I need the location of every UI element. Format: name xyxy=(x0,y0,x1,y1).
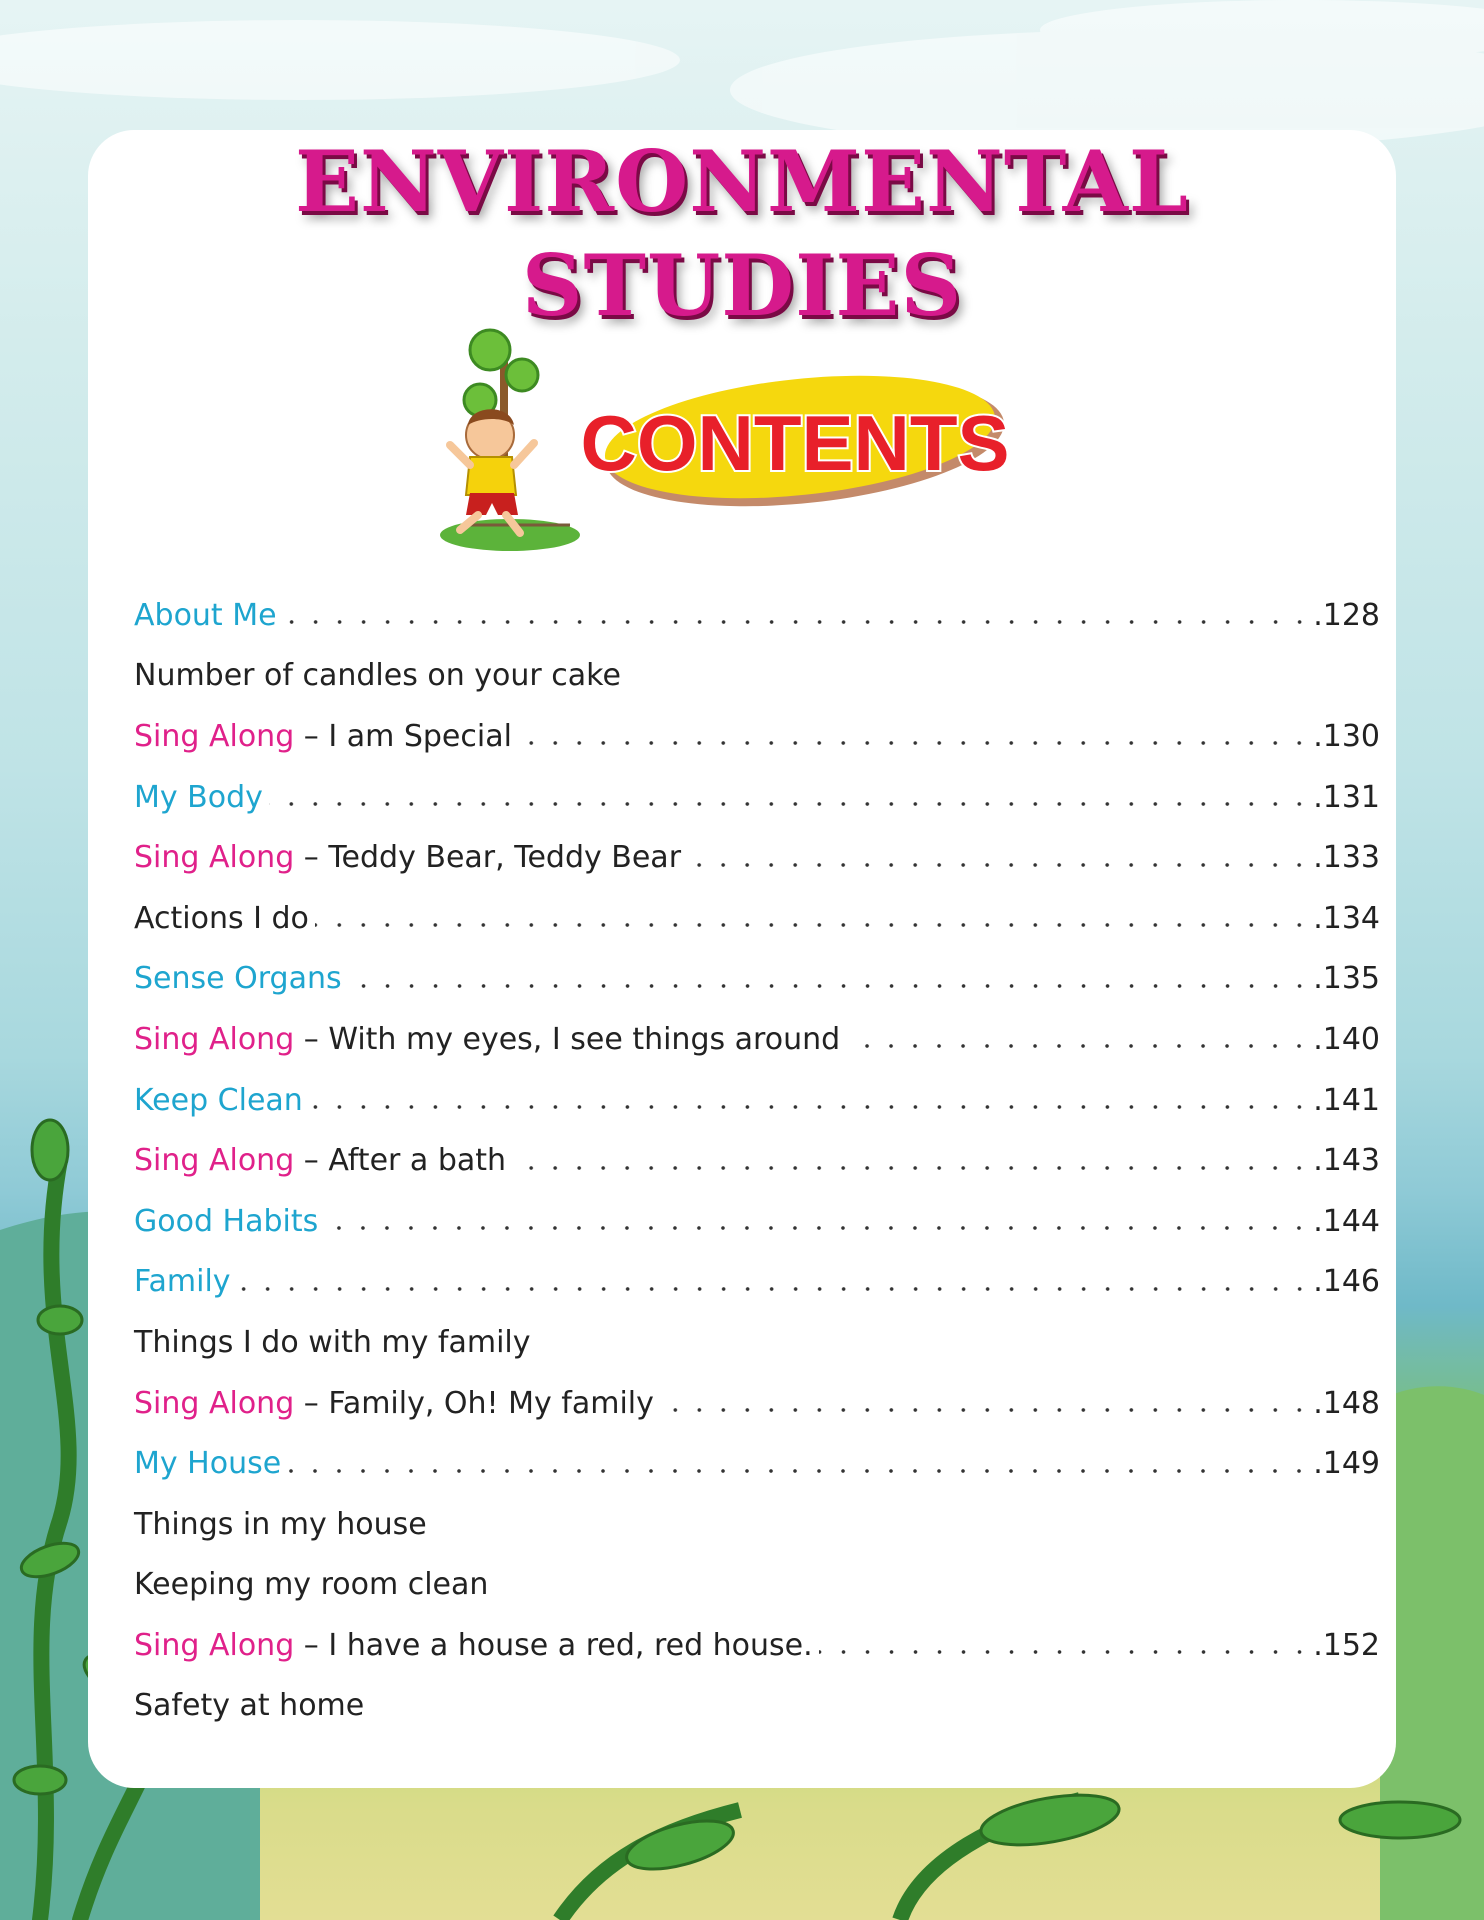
toc-topic: My House xyxy=(134,1446,282,1482)
dot-leader xyxy=(287,1456,1311,1486)
toc-entry-title xyxy=(134,840,687,875)
toc-entry-title xyxy=(134,1083,309,1118)
dot-leader xyxy=(237,1274,1312,1304)
toc-entry-title xyxy=(134,1325,537,1360)
toc-row[interactable] xyxy=(134,646,1380,707)
toc-page-number: .143 xyxy=(1313,1143,1380,1179)
toc-subtitle: – I am Special xyxy=(294,718,512,754)
toc-song-label: Sing Along xyxy=(134,1143,295,1179)
dot-leader xyxy=(819,1637,1312,1667)
toc-page-number: .141 xyxy=(1313,1082,1380,1118)
toc-page-number: .144 xyxy=(1313,1203,1380,1239)
toc-row[interactable] xyxy=(134,585,1380,646)
toc-song-label: Sing Along xyxy=(134,840,295,876)
toc-song-label: Sing Along xyxy=(134,718,295,754)
toc-entry-title xyxy=(134,1022,846,1057)
toc-row[interactable] xyxy=(134,1373,1380,1434)
toc-entry-title xyxy=(134,901,315,936)
toc-row[interactable] xyxy=(134,1494,1380,1555)
toc-row[interactable] xyxy=(134,1433,1380,1494)
toc-topic: Good Habits xyxy=(134,1203,319,1239)
toc-row[interactable] xyxy=(134,1191,1380,1252)
toc-song-label: Sing Along xyxy=(134,1021,295,1057)
toc-page-number: .133 xyxy=(1313,840,1380,876)
toc-subtitle: Things I do with my family xyxy=(134,1324,531,1360)
toc-row[interactable] xyxy=(134,1070,1380,1131)
toc-subtitle: Actions I do xyxy=(134,900,309,936)
contents-label: CONTENTS xyxy=(580,399,1010,487)
table-of-contents xyxy=(134,585,1380,1736)
toc-subtitle: Number of candles on your cake xyxy=(134,658,621,694)
toc-entry-title xyxy=(134,961,348,996)
toc-subtitle: Keeping my room clean xyxy=(134,1567,489,1603)
toc-entry-title xyxy=(134,1628,819,1663)
toc-page-number: .130 xyxy=(1313,718,1380,754)
dot-leader xyxy=(846,1031,1311,1061)
toc-topic: My Body xyxy=(134,779,263,815)
book-title-line1: ENVIRONMENTAL xyxy=(295,132,1189,231)
toc-entry-title xyxy=(134,719,518,754)
dot-leader xyxy=(518,728,1311,758)
toc-subtitle: – I have a house a red, red house. xyxy=(294,1627,813,1663)
dot-leader xyxy=(687,850,1311,880)
toc-row[interactable] xyxy=(134,1252,1380,1313)
dot-leader xyxy=(512,1153,1311,1183)
toc-row[interactable] xyxy=(134,706,1380,767)
toc-page-number: .131 xyxy=(1313,779,1380,815)
toc-topic: Family xyxy=(134,1264,231,1300)
toc-page-number: .135 xyxy=(1313,961,1380,997)
toc-row[interactable] xyxy=(134,1615,1380,1676)
toc-row[interactable] xyxy=(134,1130,1380,1191)
toc-entry-title xyxy=(134,780,269,815)
toc-row[interactable] xyxy=(134,949,1380,1010)
toc-entry-title xyxy=(134,1507,433,1542)
toc-page-number: .149 xyxy=(1313,1446,1380,1482)
toc-entry-title xyxy=(134,1688,370,1723)
toc-page-number: .148 xyxy=(1313,1385,1380,1421)
beanstalk-bottom xyxy=(560,1786,1460,1920)
toc-subtitle: – Teddy Bear, Teddy Bear xyxy=(294,840,682,876)
toc-entry-title xyxy=(134,1567,494,1602)
sky-clouds xyxy=(0,0,1484,150)
toc-page-number: .152 xyxy=(1313,1627,1380,1663)
toc-row[interactable] xyxy=(134,1312,1380,1373)
toc-row[interactable] xyxy=(134,1555,1380,1616)
toc-entry-title xyxy=(134,1386,660,1421)
boy-illustration xyxy=(450,409,534,533)
dot-leader xyxy=(309,1092,1311,1122)
toc-row[interactable] xyxy=(134,827,1380,888)
dot-leader xyxy=(315,910,1311,940)
toc-row[interactable] xyxy=(134,1676,1380,1737)
dot-leader xyxy=(283,607,1312,637)
toc-song-label: Sing Along xyxy=(134,1385,295,1421)
contents-badge xyxy=(430,325,1030,555)
toc-entry-title xyxy=(134,1264,237,1299)
toc-page-number: .128 xyxy=(1313,597,1380,633)
toc-entry-title xyxy=(134,1446,287,1481)
toc-topic: About Me xyxy=(134,597,277,633)
toc-subtitle: – Family, Oh! My family xyxy=(294,1385,654,1421)
toc-entry-title xyxy=(134,598,283,633)
dot-leader xyxy=(348,971,1312,1001)
toc-subtitle: Things in my house xyxy=(134,1506,427,1542)
toc-subtitle: – With my eyes, I see things around xyxy=(294,1021,841,1057)
toc-topic: Sense Organs xyxy=(134,961,342,997)
toc-subtitle: – After a bath xyxy=(294,1143,507,1179)
toc-row[interactable] xyxy=(134,888,1380,949)
toc-entry-title xyxy=(134,1204,324,1239)
toc-page-number: .140 xyxy=(1313,1021,1380,1057)
dot-leader xyxy=(269,789,1311,819)
toc-subtitle: Safety at home xyxy=(134,1688,365,1724)
toc-page-number: .134 xyxy=(1313,900,1380,936)
toc-row[interactable] xyxy=(134,1009,1380,1070)
toc-topic: Keep Clean xyxy=(134,1082,303,1118)
toc-entry-title xyxy=(134,658,627,693)
toc-row[interactable] xyxy=(134,767,1380,828)
toc-page-number: .146 xyxy=(1313,1264,1380,1300)
dot-leader xyxy=(660,1395,1311,1425)
dot-leader xyxy=(324,1213,1311,1243)
toc-entry-title xyxy=(134,1143,512,1178)
toc-song-label: Sing Along xyxy=(134,1627,295,1663)
book-title-line2: STUDIES xyxy=(521,236,963,335)
